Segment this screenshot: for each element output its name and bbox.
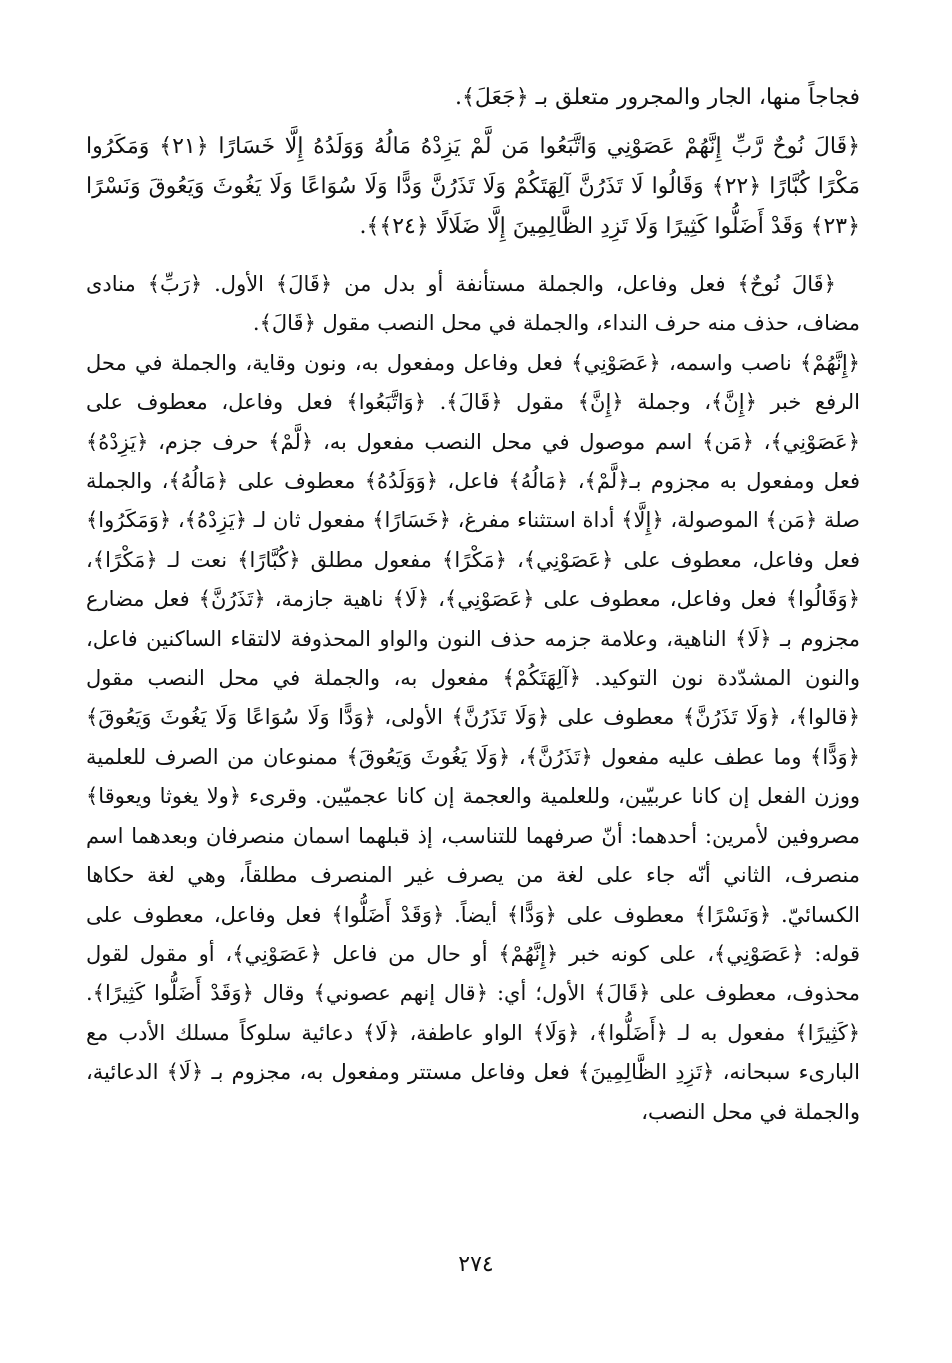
commentary-body [86,265,860,1132]
quran-verses: ﴿قَالَ نُوحٌ رَّبِّ إِنَّهُمْ عَصَوْنِي وَاتَّبَعُوا مَن لَّمْ يَزِدْهُ مَالُهُ وَوَلَدُهُ إِلَّا خَسَارًا ﴿٢١﴾ وَمَكَرُوا مَكْرًا كُبَّارًا ﴿٢٢﴾ وَقَالُوا لَا تَذَرُنَّ آلِهَتَكُمْ وَلَا تَذَرُنَّ وَدًّا وَلَا سُوَاعًا وَلَا يَغُوثَ وَيَعُوقَ وَنَسْرًا ﴿٢٣﴾ وَقَدْ أَضَلُّوا كَثِيرًا وَلَا تَزِدِ الظَّالِمِينَ إِلَّا ضَلَالًا ﴿٢٤﴾﴾. [86,134,860,239]
intro-line: فجاجاً منها، الجار والمجرور متعلق بـ ﴿جَعَلَ﴾. [454,85,860,110]
page-number: ٢٧٤ [458,1252,494,1277]
commentary-paragraph: ﴿قَالَ نُوحٌ﴾ فعل وفاعل، والجملة مستأنفة أو بدل من ﴿قَالَ﴾ الأول. ﴿رَبِّ﴾ منادى مضاف، حذف منه حرف النداء، والجملة في محل النصب مقول ﴿قَالَ﴾. [86,272,860,336]
commentary-paragraph: ﴿إِنَّهُمْ﴾ ناصب واسمه، ﴿عَصَوْنِي﴾ فعل وفاعل ومفعول به، ونون وقاية، والجملة في محل الرفع خبر ﴿إِنَّ﴾، وجملة ﴿إِنَّ﴾ مقول ﴿قَالَ﴾. ﴿وَاتَّبَعُوا﴾ فعل وفاعل، معطوف على ﴿عَصَوْنِي﴾، ﴿مَن﴾ اسم موصول في محل النصب مفعول به، ﴿لَّمْ﴾ حرف جزم، ﴿يَزِدْهُ﴾ فعل ومفعول به مجزوم بـ﴿لَّمْ﴾، ﴿مَالُهُ﴾ فاعل، ﴿وَوَلَدُهُ﴾ معطوف على ﴿مَالُهُ﴾، والجملة صلة ﴿مَن﴾ الموصولة، ﴿إِلَّا﴾ أداة استثناء مفرغ، ﴿خَسَارًا﴾ مفعول ثان لـ ﴿يَزِدْهُ﴾، ﴿وَمَكَرُوا﴾ فعل وفاعل، معطوف على ﴿عَصَوْنِي﴾، ﴿مَكْرًا﴾ مفعول مطلق ﴿كُبَّارًا﴾ نعت لـ ﴿مَكْرًا﴾، ﴿وَقَالُوا﴾ فعل وفاعل، معطوف على ﴿عَصَوْنِي﴾، ﴿لَا﴾ ناهية جازمة، ﴿تَذَرُنَّ﴾ فعل مضارع مجزوم بـ ﴿لَا﴾ الناهية، وعلامة جزمه حذف النون والواو المحذوفة لالتقاء الساكنين فاعل، والنون المشدّدة نون التوكيد. ﴿آلِهَتَكُمْ﴾ مفعول به، والجملة في محل النصب مقول ﴿قالوا﴾، ﴿وَلَا تَذَرُنَّ﴾ معطوف على ﴿وَلَا تَذَرُنَّ﴾ الأولى، ﴿وَدًّا وَلَا سُوَاعًا وَلَا يَغُوثَ وَيَعُوقَ﴾ ﴿وَدًّا﴾ وما عطف عليه مفعول ﴿تَذَرُنَّ﴾، ﴿وَلَا يَغُوثَ وَيَعُوقَ﴾ ممنوعان من الصرف للعلمية ووزن الفعل إن كانا عربيّين، وللعلمية والعجمة إن كانا عجميّين. وقرىء ﴿ولا يغوثا ويعوقا﴾ مصروفين لأمرين: أحدهما: أنّ صرفهما للتناسب، إذ قبلهما اسمان منصرفان وبعدهما اسم منصرف، الثاني أنّه جاء على لغة من يصرف غير المنصرف مطلقاً، وهي لغة حكاها الكسائيّ. ﴿وَنَسْرًا﴾ معطوف على ﴿وَدًّا﴾ أيضاً. ﴿وَقَدْ أَضَلُّوا﴾ فعل وفاعل، معطوف على قوله: ﴿عَصَوْنِي﴾، على كونه خبر ﴿إِنَّهُمْ﴾ أو حال من فاعل ﴿عَصَوْنِي﴾، أو مقول لقول محذوف، معطوف على ﴿قَالَ﴾ الأول؛ أي: ﴿قال إنهم عصوني﴾ وقال ﴿وَقَدْ أَضَلُّوا كَثِيرًا﴾. ﴿كَثِيرًا﴾ مفعول به لـ ﴿أَضَلُّوا﴾، ﴿وَلَا﴾ الواو عاطفة، ﴿لَا﴾ دعائية سلوكاً مسلك الأدب مع البارىء سبحانه، ﴿تَزِدِ الظَّالِمِينَ﴾ فعل وفاعل مستتر ومفعول به، مجزوم بـ ﴿لَا﴾ الدعائية، والجملة في محل النصب، [86,350,860,1124]
